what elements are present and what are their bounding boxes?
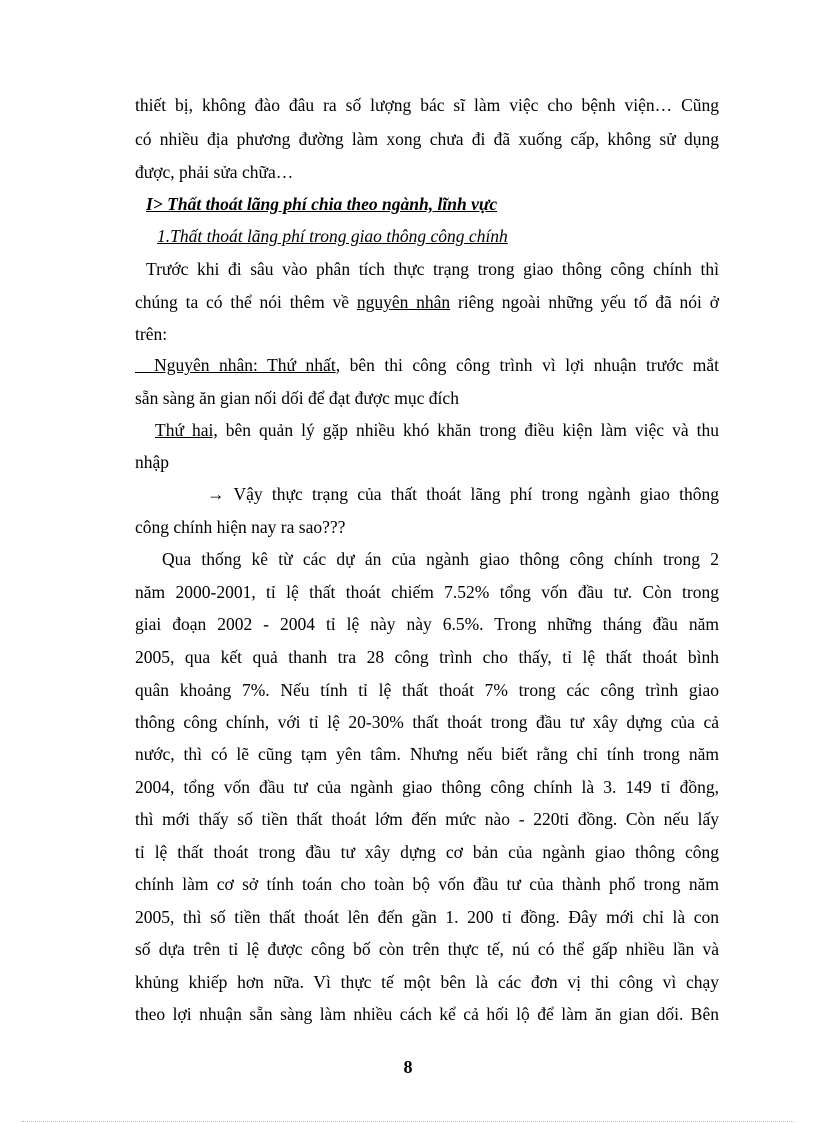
text-line: có nhiều địa phương đường làm xong chưa đi đã xuống cấp, không sử dụng — [135, 129, 719, 149]
text-span: Vậy thực trạng của thất thoát lãng phí trong ngành giao thông — [233, 484, 720, 504]
text-line: sẵn sàng ăn gian nối dối để đạt được mục đích — [135, 388, 459, 408]
text-line — [155, 420, 719, 440]
text-line: tỉ lệ thất thoát trong đầu tư xây dựng cơ bản của ngành giao thông công — [135, 842, 719, 862]
subsection-heading: 1.Thất thoát lãng phí trong giao thông công chính — [157, 226, 508, 246]
text-line: Qua thống kê từ các dự án của ngành giao thông công chính trong 2 — [162, 549, 719, 569]
section-heading: I> Thất thoát lãng phí chia theo ngành, lĩnh vực — [146, 194, 498, 214]
cause-label-second: Thứ hai, — [155, 420, 218, 440]
page-number: 8 — [403, 1057, 413, 1077]
text-line — [135, 355, 719, 375]
text-line: nhập — [135, 452, 170, 472]
text-line: giai đoạn 2002 - 2004 tỉ lệ này này 6.5%. Trong những tháng đầu năm — [135, 614, 719, 634]
text-line — [135, 292, 719, 312]
cause-term: nguyên nhân — [356, 292, 451, 312]
text-span: riêng ngoài những yếu tố đã nói ở — [450, 292, 719, 312]
text-line: số dựa trên tỉ lệ được công bố còn trên thực tế, nú có thể gấp nhiều lần và — [135, 939, 719, 959]
text-span: bên quản lý gặp nhiều khó khăn trong điều kiện làm việc và thu — [217, 420, 719, 440]
text-line: 2005, thì số tiền thất thoát lên đến gần 1. 200 tỉ đồng. Đây mới chỉ là con — [135, 907, 719, 927]
text-line: Trước khi đi sâu vào phân tích thực trạng trong giao thông công chính thì — [146, 259, 719, 279]
text-line: thiết bị, không đào đâu ra số lượng bác sĩ làm việc cho bệnh viện… Cũng — [135, 95, 719, 115]
text-line — [207, 484, 719, 504]
text-line: 2005, qua kết quả thanh tra 28 công trình cho thấy, tỉ lệ thất thoát bình — [135, 647, 719, 667]
text-line: thông công chính, với tỉ lệ 20-30% thất thoát trong đầu tư xây dựng của cả — [135, 712, 719, 732]
text-line: quân khoảng 7%. Nếu tính tỉ lệ thất thoát 7% trong các công trình giao — [135, 680, 719, 700]
page-border — [22, 1121, 794, 1122]
text-line: trên: — [135, 324, 168, 344]
text-line: khủng khiếp hơn nữa. Vì thực tế một bên là các đơn vị thi công vì chạy — [135, 972, 719, 992]
text-line: thì mới thấy số tiền thất thoát lớm đến mức nào - 220tỉ đồng. Còn nếu lấy — [135, 809, 719, 829]
text-line: theo lợi nhuận sẵn sàng làm nhiều cách kể cả hối lộ để làm ăn gian dối. Bên — [135, 1004, 719, 1024]
text-line: năm 2000-2001, tỉ lệ thất thoát chiếm 7.52% tổng vốn đầu tư. Còn trong — [135, 582, 719, 602]
text-span: chúng ta có thể nói thêm về — [135, 292, 357, 312]
cause-label-first — [135, 355, 336, 375]
text-line: công chính hiện nay ra sao??? — [135, 517, 346, 537]
text-span: Nguyên nhân: Thứ nhất — [154, 355, 336, 375]
text-line: nước, thì có lẽ cũng tạm yên tâm. Nhưng nếu biết rằng chỉ tính trong năm — [135, 744, 719, 764]
text-line: chính làm cơ sở tính toán cho toàn bộ vốn đầu tư của thành phố trong năm — [135, 874, 719, 894]
text-span: , bên thi công công trình vì lợi nhuận trước mắt — [335, 355, 719, 375]
arrow-icon: → — [207, 484, 225, 504]
text-line: được, phải sửa chữa… — [135, 162, 294, 182]
text-line: 2004, tổng vốn đầu tư của ngành giao thông công chính là 3. 149 tỉ đồng, — [135, 777, 719, 797]
